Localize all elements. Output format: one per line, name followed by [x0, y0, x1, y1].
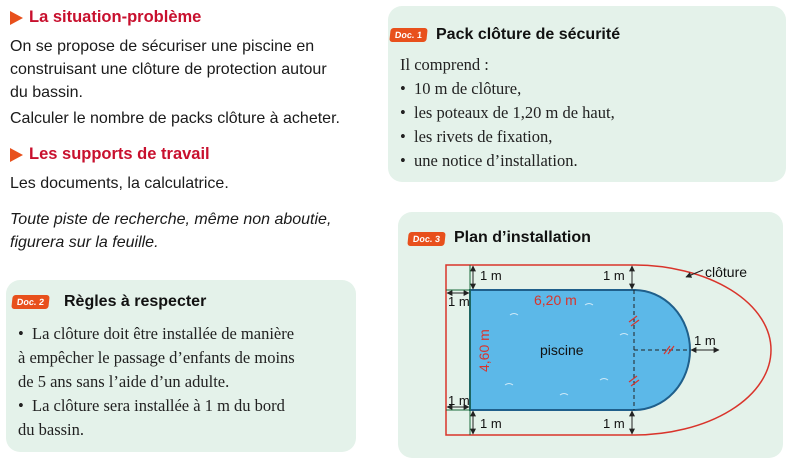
pack-item-label: les rivets de fixation,: [414, 127, 553, 146]
bullet-icon: •: [400, 151, 406, 170]
doc1-title: Pack clôture de sécurité: [436, 26, 621, 43]
pack-item-label: 10 m de clôture,: [414, 79, 522, 98]
dim-label-left-top: 1 m: [448, 294, 470, 309]
dim-label-left-bottom: 1 m: [448, 393, 470, 408]
pack-item-label: les poteaux de 1,20 m de haut,: [414, 103, 615, 122]
supports-title: Les supports de travail: [29, 145, 210, 163]
situation-line: Calculer le nombre de packs clôture à acheter.: [10, 110, 340, 127]
dim-label-top-right: 1 m: [603, 268, 625, 283]
note-line: Toute piste de recherche, même non aboutie,: [10, 211, 332, 228]
length-label: 6,20 m: [534, 292, 577, 308]
bullet-icon: •: [400, 127, 406, 146]
doc2-title: Règles à respecter: [64, 293, 207, 310]
bullet-icon: •: [18, 324, 24, 343]
width-label: 4,60 m: [476, 329, 492, 372]
rule-line: à empêcher le passage d’enfants de moins: [18, 348, 295, 367]
bullet-icon: •: [400, 103, 406, 122]
situation-line: construisant une clôture de protection autour: [10, 61, 327, 78]
supports-text: Les documents, la calculatrice.: [10, 175, 229, 192]
bullet-icon: •: [18, 396, 24, 415]
rule-line: de 5 ans sans l’aide d’un adulte.: [18, 372, 230, 391]
bullet-icon: •: [400, 79, 406, 98]
dim-label-bottom-right: 1 m: [603, 416, 625, 431]
doc1-tag: Doc. 1: [389, 28, 427, 42]
situation-line: du bassin.: [10, 84, 83, 101]
situation-line: On se propose de sécuriser une piscine en: [10, 38, 315, 55]
dim-label-top-left: 1 m: [480, 268, 502, 283]
situation-title: La situation-problème: [29, 8, 202, 26]
note-line: figurera sur la feuille.: [10, 234, 159, 251]
cloture-label: clôture: [705, 264, 748, 280]
doc3-title: Plan d’installation: [454, 229, 591, 246]
doc1-intro: Il comprend :: [400, 55, 489, 74]
pack-item-label: une notice d’installation.: [414, 151, 578, 170]
rule-line: du bassin.: [18, 420, 84, 439]
dim-label-right: 1 m: [694, 333, 716, 348]
pool-label: piscine: [540, 342, 584, 358]
dim-label-bottom-left: 1 m: [480, 416, 502, 431]
rule-line: La clôture sera installée à 1 m du bord: [32, 396, 285, 415]
doc3-tag: Doc. 3: [407, 232, 445, 246]
rule-line: La clôture doit être installée de manière: [32, 324, 295, 343]
doc2-tag: Doc. 2: [11, 295, 49, 309]
